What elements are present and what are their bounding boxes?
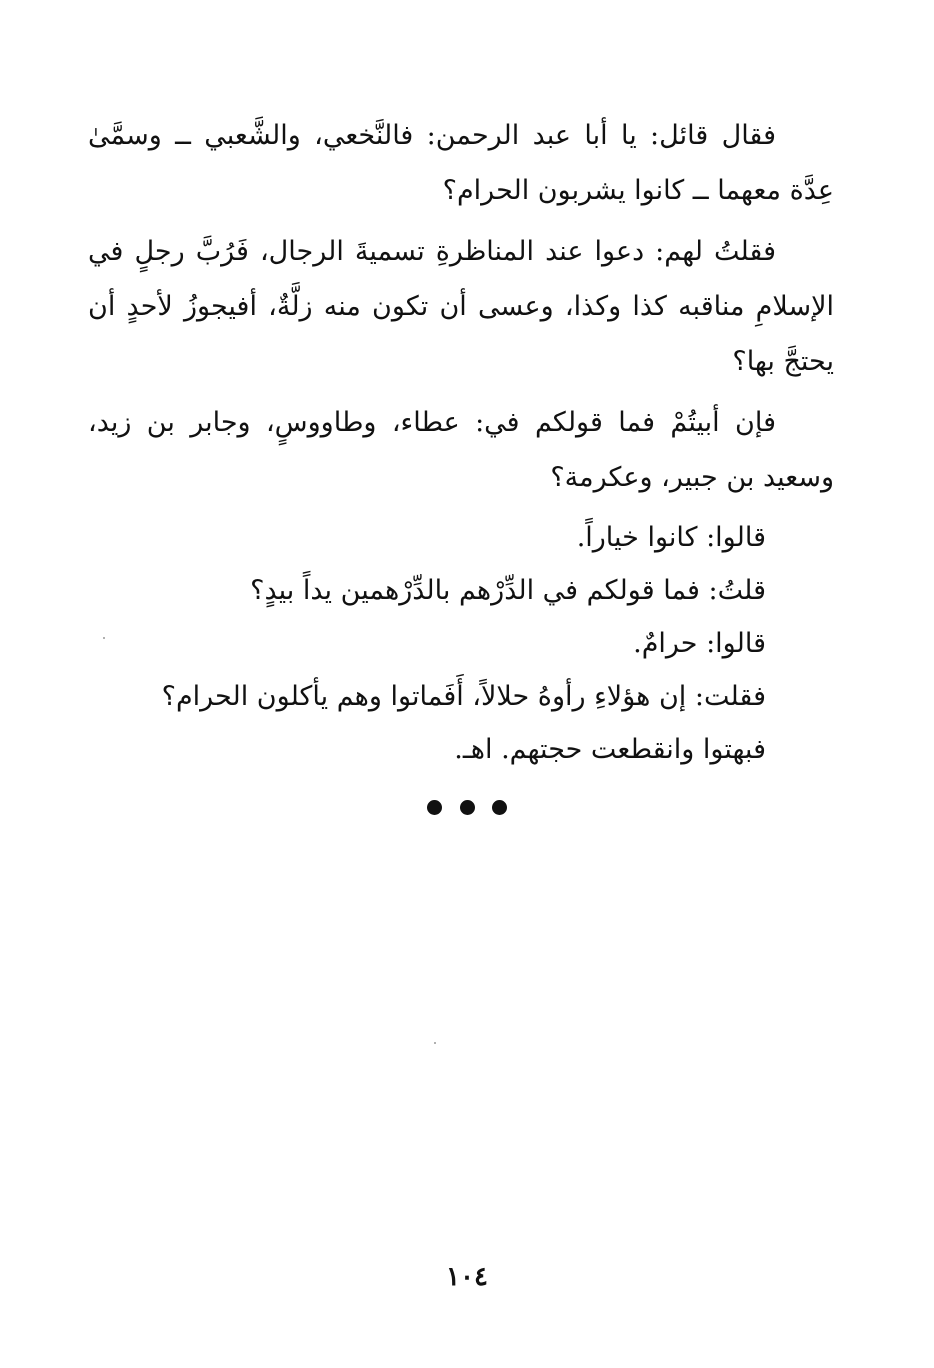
separator-dot-icon bbox=[460, 800, 475, 815]
dialogue-line-1: قالوا: كانوا خياراً. bbox=[576, 522, 766, 553]
dialogue-line-4: فقلت: إن هؤلاءِ رأوهُ حلالاً، أَفَماتوا وهم يأكلون الحرام؟ bbox=[161, 681, 766, 712]
dialogue-line-5: فبهتوا وانقطعت حجتهم. اهـ. bbox=[454, 734, 766, 765]
paragraph-2: فقلتُ لهم: دعوا عند المناظرةِ تسميةَ الرجال، فَرُبَّ رجلٍ في الإسلامِ مناقبه كذا وكذا، وعسى أن تكون منه زلَّةٌ، أفيجوزُ لأحدٍ أن يحتجَّ بها؟ bbox=[88, 236, 834, 377]
scan-speck bbox=[434, 1042, 436, 1044]
page-number: ١٠٤ bbox=[446, 1262, 488, 1292]
section-separator bbox=[0, 800, 934, 819]
paragraph-1: فقال قائل: يا أبا عبد الرحمن: فالنَّخعي، والشَّعبي ــ وسمَّىٰ عِدَّة معهما ــ كانوا يشربون الحرام؟ bbox=[88, 120, 834, 206]
dialogue-line-3: قالوا: حرامٌ. bbox=[633, 628, 766, 659]
body-text bbox=[88, 108, 834, 776]
scan-speck bbox=[103, 637, 105, 639]
separator-dot-icon bbox=[427, 800, 442, 815]
paragraph-3: فإن أبيتُمْ فما قولكم في: عطاء، وطاووسٍ، وجابر بن زيد، وسعيد بن جبير، وعكرمة؟ bbox=[88, 407, 834, 493]
separator-dot-icon bbox=[492, 800, 507, 815]
dialogue-line-2: قلتُ: فما قولكم في الدِّرْهم بالدِّرْهمين يداً بيدٍ؟ bbox=[250, 575, 766, 606]
